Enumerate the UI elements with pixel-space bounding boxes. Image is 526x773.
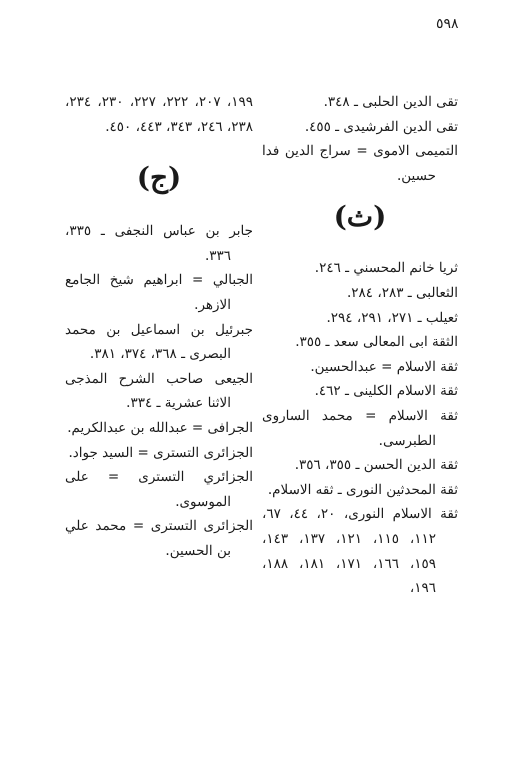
index-entry: الجبالي = ابراهيم شيخ الجامع الازهر.: [65, 272, 253, 313]
index-entry: ثقة الدين الحسن ـ ٣٥٥، ٣٥٦.: [294, 457, 458, 474]
index-entry: ثقة الاسلام الكلينى ـ ٤٦٢.: [314, 383, 458, 400]
index-entry: ثقة المحدثين النورى ـ ثقه الاسلام.: [267, 481, 458, 498]
index-entry: ثعيلب ـ ٢٧١، ٢٩١، ٢٩٤.: [326, 309, 458, 326]
index-entry: الجرافى = عبدالله بن عبدالكريم.: [67, 419, 253, 436]
index-column-left: [65, 90, 253, 564]
index-entry: جابر بن عباس النجفى ـ ٣٣٥، ٣٣٦.: [65, 223, 253, 264]
section-heading-tha: (ث): [333, 200, 387, 234]
index-entry: الجزائرى التسترى = محمد علي بن الحسين.: [65, 518, 253, 559]
index-entry: جبرئيل بن اسماعيل بن محمد البصرى ـ ٣٦٨، ٣٧٤، ٣٨١.: [65, 321, 253, 363]
index-entry: الجيعى صاحب الشرح المذجى الاثنا عشرية ـ ٣٣٤.: [65, 370, 253, 412]
index-entry: التميمى الاموى = سراج الدين فدا حسين.: [262, 143, 458, 184]
index-entry: الجزائرى التسترى = السيد جواد.: [68, 444, 253, 461]
index-entry: تقى الدين الحلبى ـ ٣٤٨.: [323, 94, 458, 110]
index-entry: الثقة ابى المعالى سعد ـ ٣٥٥.: [295, 334, 458, 351]
section-heading-jim: (ج): [136, 161, 182, 195]
page-number: ٥٩٨: [436, 16, 459, 32]
index-entry: ثقة الاسلام النورى، ٢٠، ٤٤، ٦٧، ١١٢، ١١٥، ١٢١، ١٣٧، ١٤٣، ١٥٩، ١٦٦، ١٧١، ١٨١، ١٨٨، ١٩٦،: [262, 506, 458, 597]
index-column-right: [262, 90, 458, 601]
index-entry: ثريا خانم المحسني ـ ٢٤٦.: [314, 260, 458, 277]
index-entry: ثقة الاسلام = محمد الساروى الطبرسى.: [262, 407, 458, 449]
index-entry: الجزائري التسترى = على الموسوى.: [65, 469, 253, 510]
index-entry: ثقة الاسلام = عبدالحسين.: [310, 358, 458, 375]
index-entry: الثعالبى ـ ٢٨٣، ٢٨٤.: [346, 284, 458, 301]
index-entry: تقى الدين الفرشيدى ـ ٤٥٥.: [304, 118, 458, 135]
index-entry-continuation: ١٩٩، ٢٠٧، ٢٢٢، ٢٢٧، ٢٣٠، ٢٣٤، ٢٣٨، ٢٤٦، ٣٤٣، ٤٤٣، ٤٥٠.: [65, 94, 253, 135]
